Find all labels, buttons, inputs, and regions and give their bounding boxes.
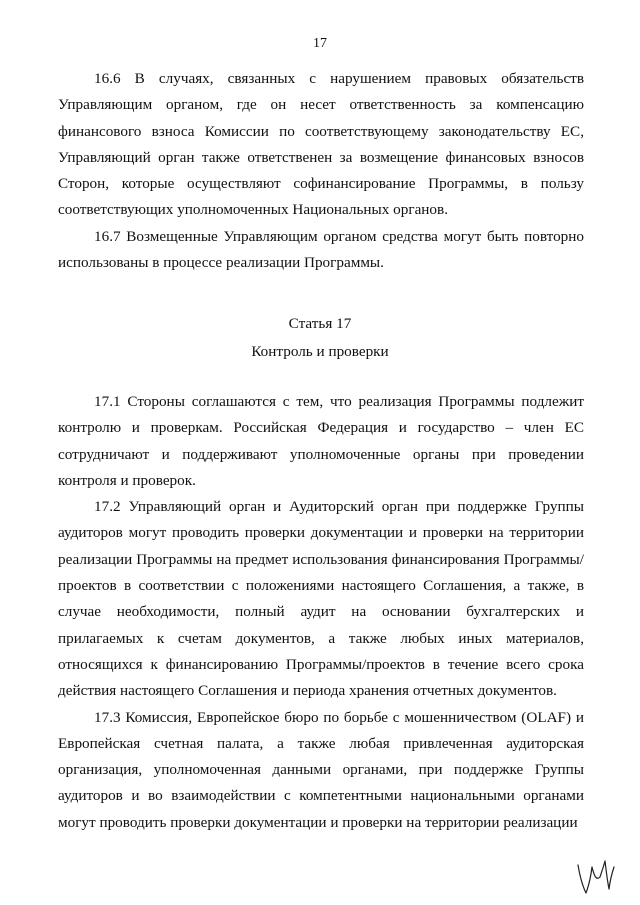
section-16-text bbox=[58, 66, 584, 276]
paragraph-16-6: 16.6 В случаях, связанных с нарушением правовых обязательств Управляющим органом, где он несет ответственность за компенсацию финансового взноса Комиссии по соответствующему законодательству ЕС, Управляющий орган также ответственен за возмещение финансовых взносов Сторон, которые осуществляют софинансирование Программы, в пользу соответствующих уполномоченных Национальных органов. bbox=[58, 70, 584, 219]
paragraph-17-2: 17.2 Управляющий орган и Аудиторский орган при поддержке Группы аудиторов могут проводить проверки документации и проверки на территории реализации Программы на предмет использования финансирования Программы/проектов в соответствии с положениями настоящего Соглашения, а также, в случае необходимости, полный аудит на основании бухгалтерских и прилагаемых к счетам документов, а также любых иных материалов, относящихся к финансированию Программы/проектов в течение всего срока действия настоящего Соглашения и периода хранения отчетных документов. bbox=[58, 498, 584, 700]
article-17-text bbox=[58, 389, 584, 836]
article-heading: Статья 17 bbox=[288, 315, 352, 332]
signature-mark bbox=[574, 857, 618, 897]
paragraph-17-1: 17.1 Стороны соглашаются с тем, что реализация Программы подлежит контролю и проверкам. Российская Федерация и государство – член ЕС сотрудничают и поддерживают уполномоченные органы при проведении контроля и проверок. bbox=[58, 393, 584, 489]
article-subheading: Контроль и проверки bbox=[251, 343, 389, 360]
paragraph-16-7: 16.7 Возмещенные Управляющим органом средства могут быть повторно использованы в процессе реализации Программы. bbox=[58, 227, 584, 272]
paragraph-17-3: 17.3 Комиссия, Европейское бюро по борьбе с мошенничеством (OLAF) и Европейская счетная палата, а также любая привлеченная аудиторская организация, уполномоченная данными органами, при поддержке Группы аудиторов и во взаимодействии с компетентными национальными органами могут проводить проверки документации и проверки на территории реализации bbox=[58, 708, 584, 831]
page-number: 17 bbox=[313, 36, 327, 51]
